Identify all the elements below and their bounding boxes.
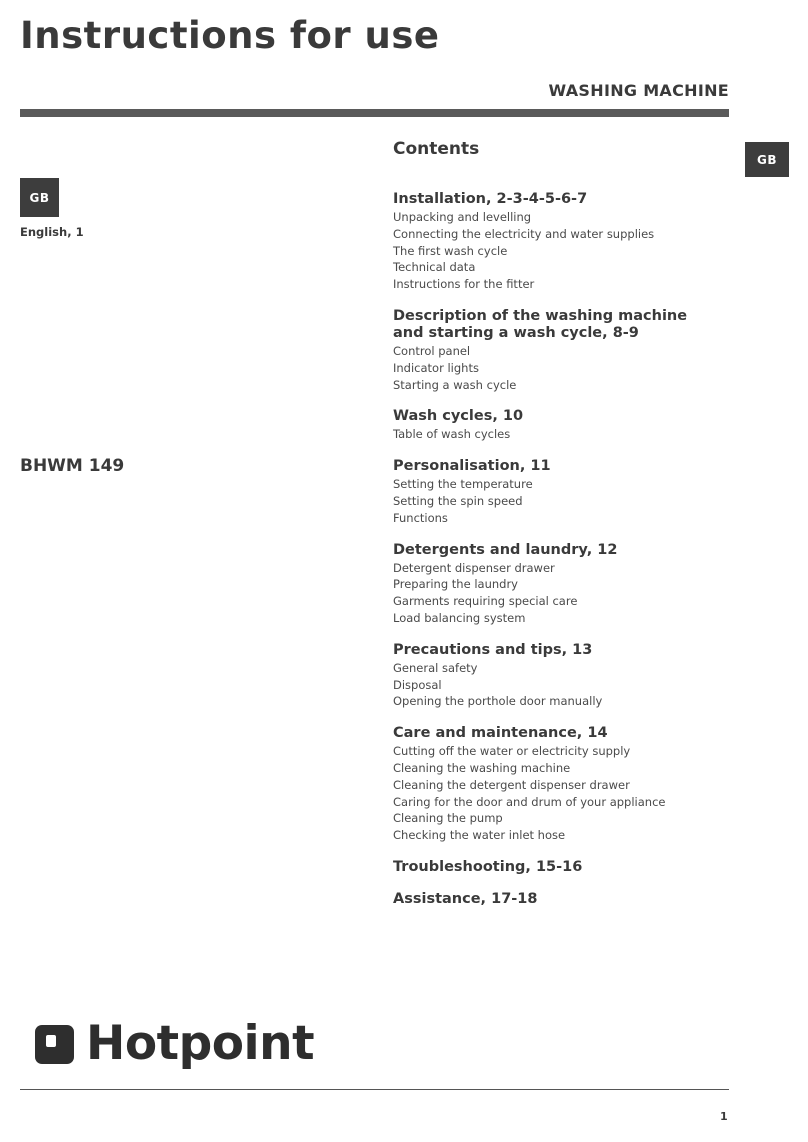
- toc-section: [393, 408, 713, 443]
- product-type: WASHING MACHINE: [548, 81, 729, 100]
- model-number: BHWM 149: [20, 456, 125, 476]
- toc-item[interactable]: Opening the porthole door manually: [393, 694, 603, 709]
- toc-section: [393, 891, 713, 908]
- toc-item[interactable]: Instructions for the fitter: [393, 277, 535, 292]
- page-title: Instructions for use: [20, 14, 440, 57]
- toc-item[interactable]: Technical data: [393, 260, 476, 275]
- toc-item[interactable]: Caring for the door and drum of your appliance: [393, 794, 666, 809]
- toc-section-title[interactable]: Detergents and laundry, 12: [393, 541, 618, 558]
- toc-item[interactable]: Setting the spin speed: [393, 493, 523, 508]
- toc-item[interactable]: Garments requiring special care: [393, 594, 578, 609]
- toc-item-list: [393, 426, 713, 443]
- toc-item[interactable]: Indicator lights: [393, 360, 479, 375]
- toc-item[interactable]: Connecting the electricity and water supplies: [393, 226, 655, 241]
- toc-item[interactable]: Cleaning the pump: [393, 811, 503, 826]
- toc-item[interactable]: Unpacking and levelling: [393, 210, 532, 224]
- toc-item[interactable]: Control panel: [393, 343, 471, 358]
- toc-item[interactable]: Load balancing system: [393, 610, 526, 625]
- toc-section: [393, 458, 713, 526]
- toc-item-list: [393, 343, 713, 393]
- toc-item[interactable]: Cleaning the washing machine: [393, 760, 571, 775]
- toc-section: [393, 191, 713, 293]
- toc-item[interactable]: Table of wash cycles: [393, 427, 511, 442]
- toc-item[interactable]: Cutting off the water or electricity supply: [393, 744, 631, 759]
- toc-item[interactable]: Disposal: [393, 677, 442, 692]
- table-of-contents: [393, 191, 713, 923]
- toc-item-list: [393, 560, 713, 627]
- footer-divider: [20, 1089, 729, 1090]
- toc-item-list: [393, 743, 713, 844]
- page-number: 1: [720, 1110, 728, 1123]
- contents-heading: Contents: [393, 139, 480, 159]
- toc-item[interactable]: Cleaning the detergent dispenser drawer: [393, 777, 630, 792]
- toc-section: [393, 542, 713, 627]
- hotpoint-logo-icon: [35, 1025, 74, 1064]
- toc-section-title[interactable]: Precautions and tips, 13: [393, 641, 593, 658]
- toc-section-title[interactable]: Installation, 2-3-4-5-6-7: [393, 191, 588, 207]
- toc-item-list: [393, 660, 713, 710]
- brand-logo: [35, 1016, 314, 1072]
- toc-item-list: [393, 476, 713, 526]
- toc-section: [393, 725, 713, 844]
- toc-section-title[interactable]: Wash cycles, 10: [393, 408, 524, 425]
- toc-section: [393, 308, 713, 393]
- toc-section-title[interactable]: Assistance, 17-18: [393, 890, 538, 907]
- toc-section-title[interactable]: Personalisation, 11: [393, 458, 551, 475]
- language-badge: GB: [20, 178, 59, 217]
- toc-item[interactable]: Checking the water inlet hose: [393, 828, 566, 843]
- toc-section-title[interactable]: Description of the washing machine and starting a wash cycle, 8-9: [393, 307, 688, 341]
- toc-item[interactable]: Starting a wash cycle: [393, 377, 517, 392]
- toc-section-title[interactable]: Troubleshooting, 15-16: [393, 858, 583, 875]
- toc-item[interactable]: Detergent dispenser drawer: [393, 560, 555, 575]
- side-language-tab[interactable]: GB: [745, 142, 789, 177]
- toc-item[interactable]: The first wash cycle: [393, 243, 508, 258]
- toc-item[interactable]: Functions: [393, 510, 448, 525]
- toc-section: [393, 642, 713, 710]
- toc-item[interactable]: Setting the temperature: [393, 477, 533, 492]
- header-divider: [20, 109, 729, 117]
- toc-item[interactable]: Preparing the laundry: [393, 577, 518, 592]
- toc-item[interactable]: General safety: [393, 660, 478, 675]
- brand-name: Hotpoint: [86, 1016, 315, 1071]
- toc-item-list: [393, 209, 713, 293]
- toc-section-title[interactable]: Care and maintenance, 14: [393, 725, 608, 742]
- toc-section: [393, 859, 713, 876]
- language-index: English, 1: [20, 225, 84, 239]
